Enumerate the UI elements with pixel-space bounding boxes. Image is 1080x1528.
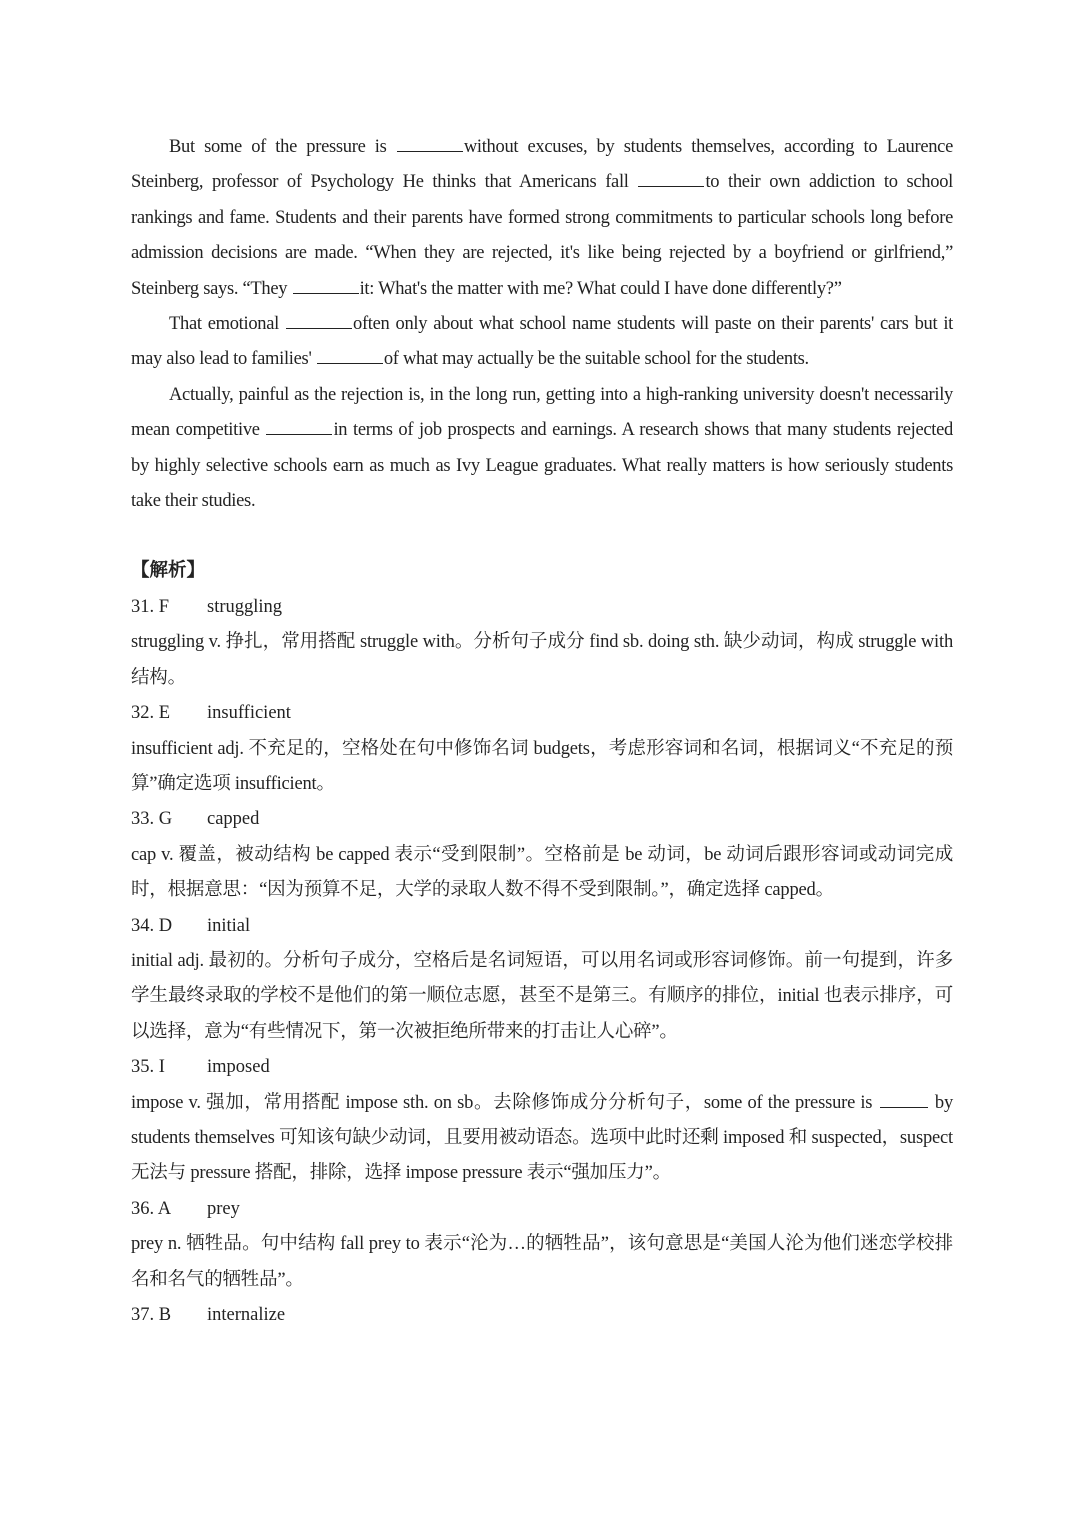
answer-word: struggling	[207, 596, 283, 617]
text-run: Actually, painful as the rejection is, in the long run, getting into a high-ranking university doesn't necessarily mean competitive	[131, 384, 953, 441]
inline-blank	[880, 1091, 928, 1108]
answer-word: prey	[207, 1198, 240, 1219]
answer-number: 31. F	[131, 596, 170, 617]
answer-37	[131, 1298, 953, 1333]
text-run: it: What's the matter with me? What could I have done differently?”	[359, 278, 842, 299]
answer-word: internalize	[207, 1305, 286, 1325]
answer-number: 33. G	[131, 809, 173, 830]
explanation-31: struggling v. 挣扎，常用搭配 struggle with。分析句子成分 find sb. doing sth. 缺少动词，构成 struggle with 结构。	[131, 632, 953, 688]
text-run: to their own addiction to school rankings and fame. Students and their parents have formed strong commitments to particular schools long before admission decisions are made. “When they are rejected, it's like being rejected by a boyfriend or girlfriend,” Steinberg says. “They	[131, 172, 953, 299]
analysis-title: 【解析】	[131, 561, 206, 582]
explanation-34: initial adj. 最初的。分析句子成分，空格后是名词短语，可以用名词或形容词修饰。前一句提到，许多学生最终录取的学校不是他们的第一顺位志愿，甚至不是第三。有顺序的排位，initial 也表示排序，可以选择，意为“有些情况下，第一次被拒绝所带来的打击让人心碎”。	[131, 950, 953, 1042]
blank-34	[286, 312, 352, 329]
text-run: impose v. 强加，常用搭配 impose sth. on sb。去除修饰成分分析句子，some of the pressure is	[131, 1092, 878, 1113]
explanation-32: insufficient adj. 不充足的，空格处在句中修饰名词 budgets，考虑形容词和名词，根据词义“不充足的预算”确定选项 insufficient。	[131, 738, 953, 794]
text-run: of what may actually be the suitable school for the students.	[383, 349, 809, 370]
answer-number: 35. I	[131, 1057, 165, 1078]
text-run: by students themselves 可知该句缺少动词，且要用被动语态。选项中此时还剩 imposed 和 suspected，suspect 无法与 pressure 搭配，排除，选择 impose pressure 表示“强加压力”。	[131, 1092, 953, 1184]
answer-35	[131, 1050, 953, 1085]
text-run: That emotional	[169, 314, 285, 335]
explanation-35	[131, 1086, 953, 1192]
text-run: in terms of job prospects and earnings. A research shows that many students rejected by highly selective schools earn as much as Ivy League graduates. What really matters is how seriously students take their studies.	[131, 420, 953, 512]
answer-32	[131, 696, 953, 731]
answer-word: imposed	[207, 1057, 270, 1078]
text-run: But some of the pressure is	[169, 137, 396, 157]
blank-32	[638, 170, 704, 187]
passage-paragraph-1	[131, 130, 953, 307]
answer-number: 36. A	[131, 1198, 172, 1219]
answer-33	[131, 802, 953, 837]
blank-36	[266, 418, 332, 435]
answer-36	[131, 1192, 953, 1227]
blank-35	[317, 347, 383, 364]
analysis-section	[131, 554, 953, 1333]
answer-word: capped	[207, 809, 260, 830]
explanation-36: prey n. 牺牲品。句中结构 fall prey to 表示“沦为…的牺牲品”，该句意思是“美国人沦为他们迷恋学校排名和名气的牺牲品”。	[131, 1234, 953, 1290]
explanation-33: cap v. 覆盖，被动结构 be capped 表示“受到限制”。空格前是 be 动词，be 动词后跟形容词或动词完成时，根据意思：“因为预算不足，大学的录取人数不得不受到限制。”，确定选择 capped。	[131, 844, 953, 901]
blank-33	[293, 277, 359, 294]
document-page	[131, 130, 953, 1333]
text-run: without excuses, by students themselves, according to Laurence Steinberg, professor of Psychology He thinks that Americans fall	[131, 137, 954, 193]
answer-34	[131, 909, 953, 944]
answer-number: 34. D	[131, 915, 173, 936]
passage	[131, 130, 953, 519]
answer-word: insufficient	[207, 703, 291, 724]
blank-31	[397, 135, 463, 152]
passage-paragraph-2	[131, 307, 953, 378]
answer-number: 37. B	[131, 1305, 172, 1325]
answer-word: initial	[207, 915, 251, 936]
answer-number: 32. E	[131, 703, 171, 724]
answer-31	[131, 590, 953, 625]
text-run: often only about what school name students will paste on their parents' cars but it may also lead to families'	[131, 314, 953, 370]
passage-paragraph-3	[131, 378, 953, 520]
